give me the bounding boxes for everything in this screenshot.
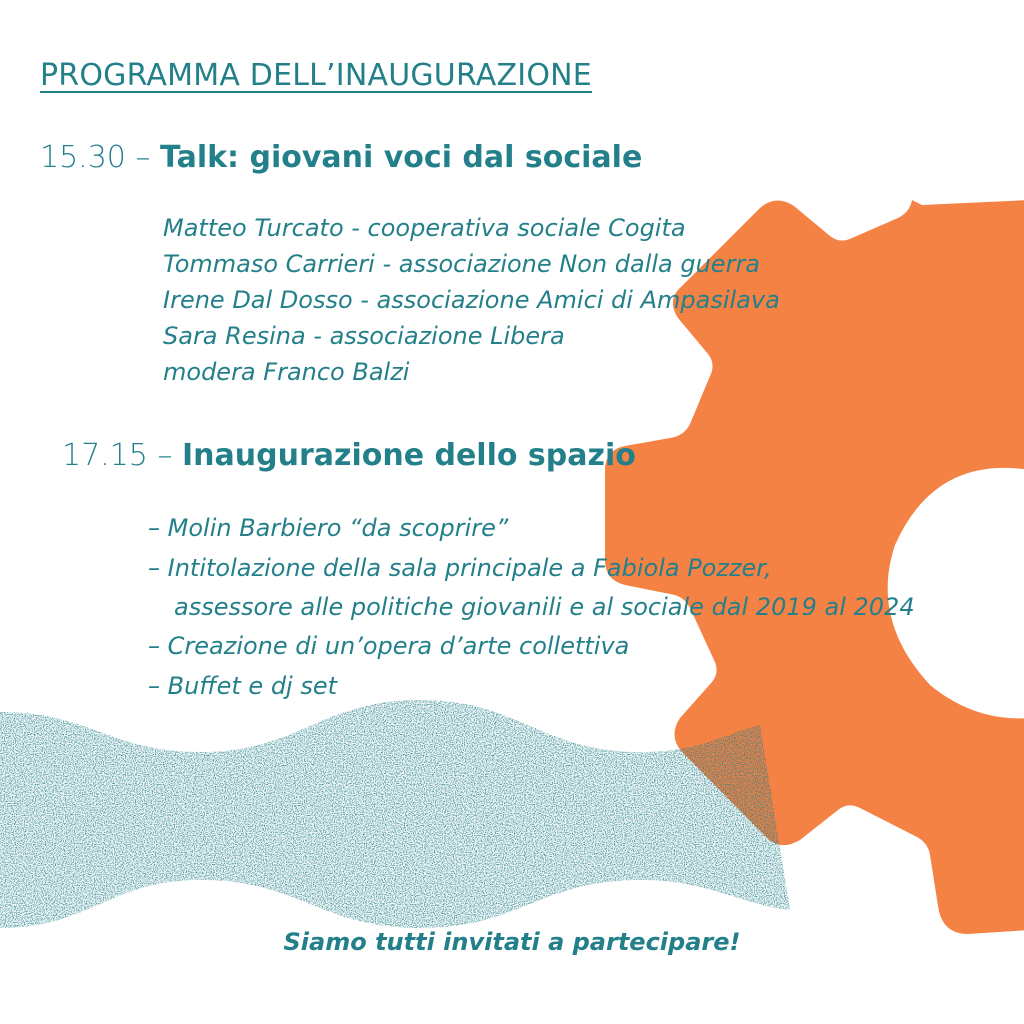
activity-text: – Molin Barbiero “da scoprire” (148, 514, 509, 542)
session-heading-talk (40, 140, 642, 175)
list-item: Matteo Turcato - cooperativa sociale Cogita (163, 214, 686, 242)
activity-text: – Buffet e dj set (148, 672, 338, 700)
list-item: modera Franco Balzi (163, 358, 410, 386)
session-time: 15.30 (40, 140, 126, 175)
list-item (148, 626, 915, 666)
page-title: PROGRAMMA DELL’INAUGURAZIONE (40, 58, 592, 93)
list-item (148, 508, 915, 548)
list-item: Sara Resina - associazione Libera (163, 322, 565, 350)
session-dash: – (157, 438, 173, 473)
list-item (148, 548, 915, 626)
list-item: Irene Dal Dosso - associazione Amici di Ampasilava (163, 286, 780, 314)
activity-text: – Intitolazione della sala principale a Fabiola Pozzer, (148, 554, 772, 582)
activity-text: – Creazione di un’opera d’arte collettiva (148, 632, 630, 660)
speaker-list (163, 210, 780, 390)
list-item: Tommaso Carrieri - associazione Non dalla guerra (163, 250, 761, 278)
invitation-text: Siamo tutti invitati a partecipare! (283, 928, 741, 956)
activity-list (148, 508, 915, 706)
session-dash: – (135, 140, 151, 175)
session-time: 17.15 (62, 438, 148, 473)
list-item (148, 666, 915, 706)
session-title: Talk: giovani voci dal sociale (159, 140, 643, 175)
activity-text-continued: assessore alle politiche giovanili e al sociale dal 2019 al 2024 (174, 593, 915, 621)
session-heading-inauguration (62, 438, 636, 473)
session-title: Inaugurazione dello spazio (181, 438, 636, 473)
